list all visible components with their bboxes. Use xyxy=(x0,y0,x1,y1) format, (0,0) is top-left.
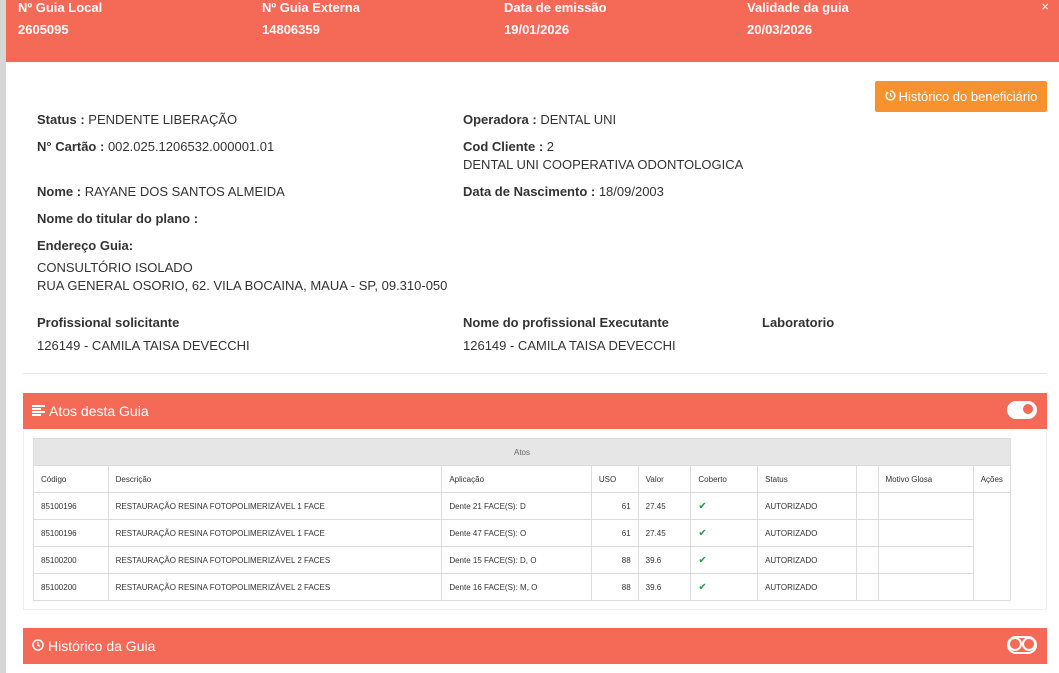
col-blank xyxy=(856,466,878,493)
cell-aplicacao: Dente 16 FACE(S): M, O xyxy=(442,574,592,601)
cell-codigo: 85100196 xyxy=(34,520,109,547)
cell-codigo: 85100200 xyxy=(34,574,109,601)
cell-codigo: 85100196 xyxy=(34,493,109,520)
cell-motivo-glosa xyxy=(878,520,973,547)
cell-valor: 39.6 xyxy=(638,547,691,574)
atos-panel-header[interactable] xyxy=(23,393,1047,429)
historico-beneficiario-button[interactable] xyxy=(875,81,1047,112)
table-header-row xyxy=(34,466,1011,493)
header-label: Nº Guia Externa xyxy=(262,0,360,15)
atos-table xyxy=(33,438,1011,601)
list-icon xyxy=(32,403,45,419)
header-value: 14806359 xyxy=(262,22,320,37)
cartao-label: N° Cartão : xyxy=(37,139,105,154)
col-uso: USO xyxy=(591,466,638,493)
toggle-knob xyxy=(1008,637,1022,651)
status-value: PENDENTE LIBERAÇÃO xyxy=(88,112,238,127)
close-icon[interactable]: × xyxy=(1041,0,1049,14)
cell-valor: 27.45 xyxy=(638,520,691,547)
col-valor: Valor xyxy=(638,466,691,493)
operadora-label: Operadora : xyxy=(463,112,537,127)
atos-toggle[interactable] xyxy=(1007,401,1037,419)
cell-descricao: RESTAURAÇÃO RESINA FOTOPOLIMERIZÁVEL 1 FACE xyxy=(108,493,442,520)
endereco-line1: CONSULTÓRIO ISOLADO xyxy=(37,260,193,275)
cod-cliente-field xyxy=(463,139,743,172)
status-label: Status : xyxy=(37,112,85,127)
header-label: Data de emissão xyxy=(504,0,607,15)
solicitante-label: Profissional solicitante xyxy=(37,315,180,330)
header-data-emissao xyxy=(504,0,607,37)
col-coberto: Coberto xyxy=(691,466,758,493)
historico-panel-title: Histórico da Guia xyxy=(48,638,156,654)
nome-field xyxy=(37,184,285,199)
cell-status: AUTORIZADO xyxy=(758,574,857,601)
toggle-knob xyxy=(1022,637,1036,651)
executante-label: Nome do profissional Executante xyxy=(463,315,669,330)
cell-blank xyxy=(856,520,878,547)
cod-cliente-label: Cod Cliente : xyxy=(463,139,544,154)
divider xyxy=(23,373,1047,374)
executante-field xyxy=(463,315,676,353)
laboratorio-label: Laboratorio xyxy=(762,315,835,330)
status-field xyxy=(37,112,237,127)
header-value: 19/01/2026 xyxy=(504,22,570,37)
col-acoes: Ações xyxy=(973,466,1010,493)
table-row xyxy=(34,493,1011,520)
cell-status: AUTORIZADO xyxy=(758,520,857,547)
cartao-field xyxy=(37,139,274,154)
cell-acoes xyxy=(973,493,1010,601)
cell-uso: 61 xyxy=(591,520,638,547)
executante-value: 126149 - CAMILA TAISA DEVECCHI xyxy=(463,338,676,353)
historico-beneficiario-label: Histórico do beneficiário xyxy=(898,89,1038,104)
cell-status: AUTORIZADO xyxy=(758,547,857,574)
cell-aplicacao: Dente 47 FACE(S): O xyxy=(442,520,592,547)
endereco-field xyxy=(37,238,447,293)
clock-icon xyxy=(32,638,44,654)
solicitante-field xyxy=(37,315,250,353)
toggle-knob xyxy=(1021,402,1035,416)
operadora-field xyxy=(463,112,616,127)
cell-uso: 61 xyxy=(591,493,638,520)
table-caption-row xyxy=(34,439,1011,466)
cell-uso: 88 xyxy=(591,547,638,574)
cell-valor: 39.6 xyxy=(638,574,691,601)
cell-descricao: RESTAURAÇÃO RESINA FOTOPOLIMERIZÁVEL 2 FACES xyxy=(108,574,442,601)
header-label: Validade da guia xyxy=(747,0,849,15)
cod-cliente-value: 2 xyxy=(546,139,555,154)
nascimento-value: 18/09/2003 xyxy=(598,184,664,199)
endereco-label: Endereço Guia: xyxy=(37,238,134,253)
cell-codigo: 85100200 xyxy=(34,547,109,574)
historico-toggle[interactable] xyxy=(1007,636,1037,654)
titular-label: Nome do titular do plano : xyxy=(37,211,199,226)
laboratorio-field xyxy=(762,315,834,338)
col-aplicacao: Aplicação xyxy=(442,466,592,493)
historico-panel-header[interactable] xyxy=(23,628,1047,664)
table-row xyxy=(34,574,1011,601)
nome-label: Nome : xyxy=(37,184,82,199)
header-value: 2605095 xyxy=(18,22,69,37)
table-row xyxy=(34,520,1011,547)
check-icon: ✔ xyxy=(691,547,758,574)
solicitante-value: 126149 - CAMILA TAISA DEVECCHI xyxy=(37,338,250,353)
nome-value: RAYANE DOS SANTOS ALMEIDA xyxy=(84,184,285,199)
modal-header xyxy=(6,0,1059,62)
header-guia-externa xyxy=(262,0,360,37)
cell-aplicacao: Dente 15 FACE(S): D, O xyxy=(442,547,592,574)
cell-motivo-glosa xyxy=(878,574,973,601)
cell-descricao: RESTAURAÇÃO RESINA FOTOPOLIMERIZÁVEL 2 FACES xyxy=(108,547,442,574)
cartao-value: 002.025.1206532.000001.01 xyxy=(107,139,275,154)
nascimento-label: Data de Nascimento : xyxy=(463,184,596,199)
col-status: Status xyxy=(758,466,857,493)
titular-field xyxy=(37,211,198,226)
cell-blank xyxy=(856,574,878,601)
table-caption: Atos xyxy=(34,439,1011,466)
nascimento-field xyxy=(463,184,664,199)
cell-descricao: RESTAURAÇÃO RESINA FOTOPOLIMERIZÁVEL 1 FACE xyxy=(108,520,442,547)
cell-aplicacao: Dente 21 FACE(S): D xyxy=(442,493,592,520)
cell-uso: 88 xyxy=(591,574,638,601)
cell-motivo-glosa xyxy=(878,493,973,520)
cell-blank xyxy=(856,547,878,574)
endereco-line2: RUA GENERAL OSORIO, 62. VILA BOCAINA, MAUA - SP, 09.310-050 xyxy=(37,278,448,293)
history-icon xyxy=(885,89,896,104)
cell-motivo-glosa xyxy=(878,547,973,574)
check-icon: ✔ xyxy=(691,520,758,547)
header-guia-local xyxy=(18,0,102,37)
atos-panel-body xyxy=(23,429,1047,610)
header-validade xyxy=(747,0,849,37)
check-icon: ✔ xyxy=(691,493,758,520)
col-motivo-glosa: Motivo Glosa xyxy=(878,466,973,493)
operadora-value: DENTAL UNI xyxy=(540,112,617,127)
table-row xyxy=(34,547,1011,574)
cell-valor: 27.45 xyxy=(638,493,691,520)
atos-panel-title: Atos desta Guia xyxy=(49,403,149,419)
check-icon: ✔ xyxy=(691,574,758,601)
cell-blank xyxy=(856,493,878,520)
col-codigo: Código xyxy=(34,466,109,493)
col-descricao: Descrição xyxy=(108,466,442,493)
guide-modal xyxy=(6,0,1059,673)
cod-cliente-name: DENTAL UNI COOPERATIVA ODONTOLOGICA xyxy=(463,157,744,172)
cell-status: AUTORIZADO xyxy=(758,493,857,520)
header-value: 20/03/2026 xyxy=(747,22,813,37)
header-label: Nº Guia Local xyxy=(18,0,103,15)
